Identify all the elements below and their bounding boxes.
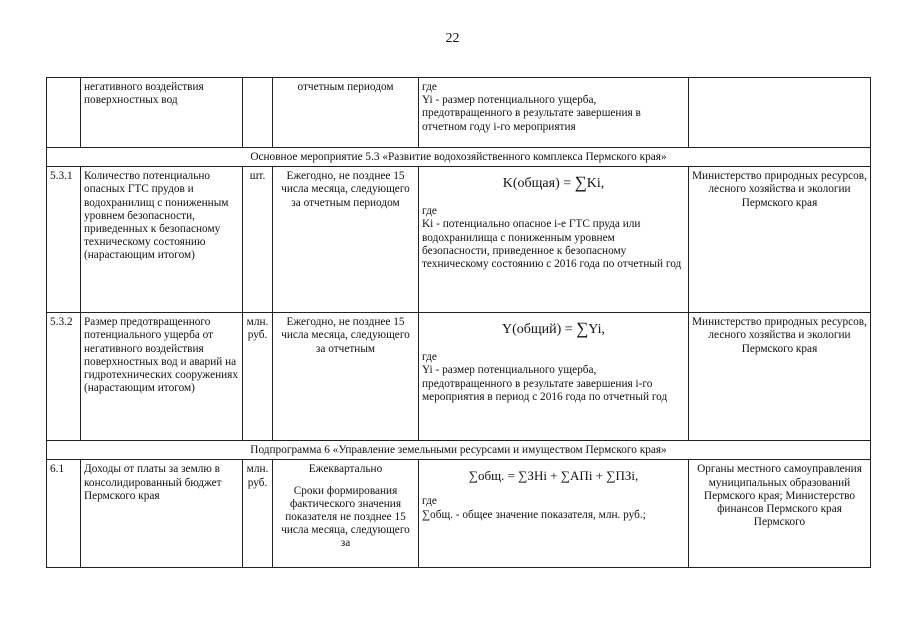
section-row: [47, 441, 871, 460]
formula: K(общая) = ∑Ki,: [502, 173, 605, 193]
method-cell: K(общая) = ∑Ki, где Ki - потенциально опасное i-е ГТС пруда или водохранилища с пониженным уровнем безопасности, приведенное к безопасному техническому состоянию с 2016 года по отчетный год: [419, 167, 689, 313]
indicator-name-cell: Размер предотвращенного потенциального ущерба от негативного воздействия поверхностных вод и аварий на гидротехнических сооружениях (нарастающим итогом): [81, 313, 243, 441]
indicator-name-cell: Количество потенциально опасных ГТС прудов и водохранилищ с пониженным уровнем безопасности, приведенных к безопасному техническому состоянию (нарастающим итогом): [81, 167, 243, 313]
method-cell: где Yi - размер потенциального ущерба, предотвращенного в результате завершения в отчетном году i-го мероприятия: [419, 78, 689, 148]
table-row: [47, 78, 871, 148]
responsible-cell: [689, 78, 871, 148]
term-cell: Ежеквартально Сроки формирования фактического значения показателя не позднее 15 числа месяца, следующего за: [273, 460, 419, 568]
indicators-table: [46, 77, 871, 568]
indicator-name-cell: негативного воздействия поверхностных вод: [81, 78, 243, 148]
page-number: 22: [445, 31, 460, 46]
section-title: Подпрограмма 6 «Управление земельными ресурсами и имуществом Пермского края»: [47, 441, 871, 460]
indicator-name-cell: Доходы от платы за землю в консолидированный бюджет Пермского края: [81, 460, 243, 568]
method-cell: ∑общ. = ∑ЗНi + ∑АПi + ∑ПЗi, где ∑общ. - общее значение показателя, млн. руб.;: [419, 460, 689, 568]
responsible-cell: Органы местного самоуправления муниципальных образований Пермского края; Министерство финансов Пермского края Пермского: [689, 460, 871, 568]
term-cell: Ежегодно, не позднее 15 числа месяца, следующего за отчетным периодом: [273, 167, 419, 313]
unit-cell: млн. руб.: [243, 313, 273, 441]
sigma-icon: ∑: [574, 173, 587, 193]
method-cell: Y(общий) = ∑Yi, где Yi - размер потенциального ущерба, предотвращенного в результате завершения i-го мероприятия в период с 2016 года по отчетный год: [419, 313, 689, 441]
responsible-cell: Министерство природных ресурсов, лесного хозяйства и экологии Пермского края: [689, 313, 871, 441]
section-row: [47, 148, 871, 167]
unit-cell: [243, 78, 273, 148]
unit-cell: млн. руб.: [243, 460, 273, 568]
formula: ∑общ. = ∑ЗНi + ∑АПi + ∑ПЗi,: [468, 468, 639, 484]
sigma-icon: ∑: [576, 319, 589, 339]
term-cell: Ежегодно, не позднее 15 числа месяца, следующего за отчетным: [273, 313, 419, 441]
unit-cell: шт.: [243, 167, 273, 313]
table-row: [47, 167, 871, 313]
table-row: [47, 460, 871, 568]
table-row: [47, 313, 871, 441]
row-number-cell: [47, 78, 81, 148]
responsible-cell: Министерство природных ресурсов, лесного хозяйства и экологии Пермского края: [689, 167, 871, 313]
formula: Y(общий) = ∑Yi,: [501, 319, 606, 339]
row-number-cell: 5.3.1: [47, 167, 81, 313]
row-number-cell: 5.3.2: [47, 313, 81, 441]
row-number-cell: 6.1: [47, 460, 81, 568]
section-title: Основное мероприятие 5.3 «Развитие водохозяйственного комплекса Пермского края»: [47, 148, 871, 167]
term-cell: отчетным периодом: [273, 78, 419, 148]
